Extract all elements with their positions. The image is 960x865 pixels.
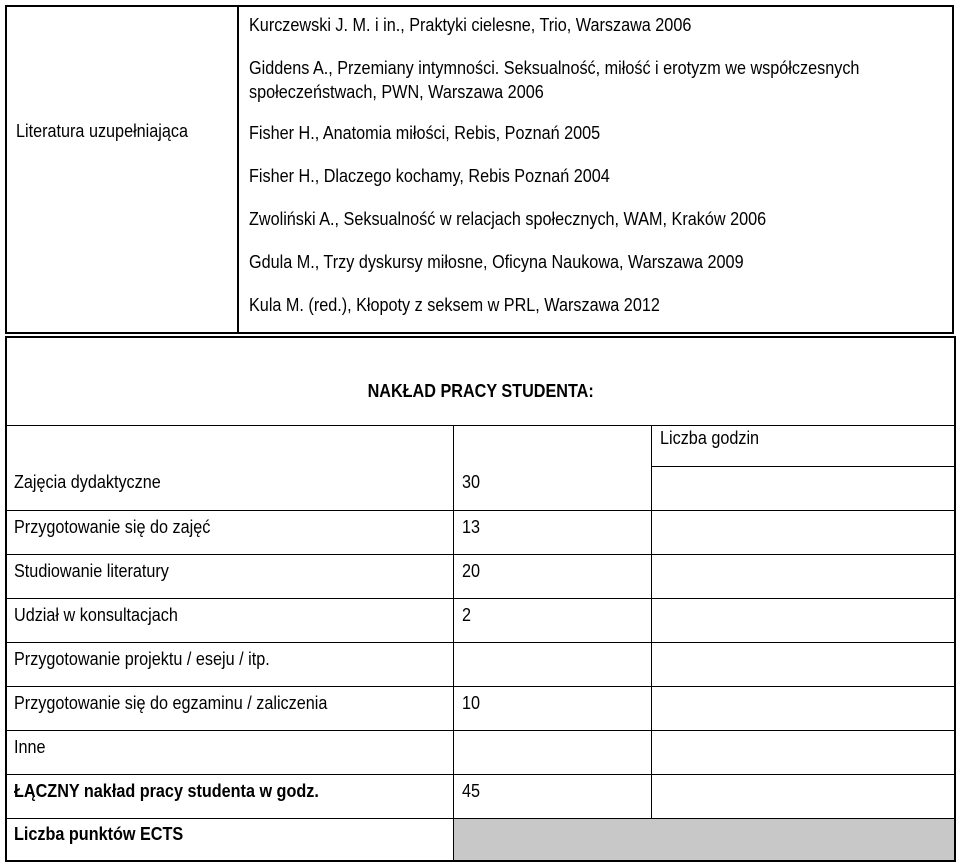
workload-header-empty xyxy=(6,425,453,466)
workload-row-value-cell xyxy=(453,510,651,554)
workload-row-label-cell xyxy=(6,730,453,774)
workload-row-empty xyxy=(651,774,955,818)
literature-entry: społeczeństwach, PWN, Warszawa 2006 xyxy=(249,82,544,102)
workload-row-empty xyxy=(651,510,955,554)
workload-row-label-cell xyxy=(6,466,453,510)
workload-row-empty xyxy=(651,554,955,598)
workload-row-value: 2 xyxy=(461,604,471,625)
literature-main-cell xyxy=(238,6,953,118)
literature-entry: Kurczewski J. M. i in., Praktyki cielesne, Trio, Warszawa 2006 xyxy=(249,15,692,35)
workload-total-value-cell xyxy=(453,774,651,818)
workload-row-label-cell xyxy=(6,510,453,554)
workload-row-label-cell xyxy=(6,554,453,598)
workload-row-label: Zajęcia dydaktyczne xyxy=(14,472,161,492)
workload-row-label-cell xyxy=(6,598,453,642)
workload-row-empty xyxy=(651,642,955,686)
workload-row-empty xyxy=(651,686,955,730)
workload-row-value-cell xyxy=(453,466,651,510)
literature-table xyxy=(5,5,954,334)
workload-title: NAKŁAD PRACY STUDENTA: xyxy=(367,381,594,401)
workload-row-value: 10 xyxy=(461,692,480,713)
supplementary-literature-cell xyxy=(238,118,953,333)
supplementary-entry: Fisher H., Dlaczego kochamy, Rebis Poznań 2004 xyxy=(249,166,610,186)
ects-label-cell xyxy=(6,818,453,861)
workload-total-label-cell xyxy=(6,774,453,818)
workload-row-value: 13 xyxy=(461,516,480,537)
workload-row-label: Udział w konsultacjach xyxy=(14,604,178,625)
workload-total-value: 45 xyxy=(461,780,480,801)
workload-row-empty xyxy=(651,598,955,642)
workload-row-value: 30 xyxy=(461,472,480,492)
workload-row-label: Inne xyxy=(14,736,46,757)
supplementary-entry: Kula M. (red.), Kłopoty z seksem w PRL, Warszawa 2012 xyxy=(249,295,660,315)
ects-label: Liczba punktów ECTS xyxy=(14,823,184,844)
workload-header-empty xyxy=(453,425,651,466)
workload-row-value: 20 xyxy=(461,560,480,581)
supplementary-entry: Gdula M., Trzy dyskursy miłosne, Oficyna Naukowa, Warszawa 2009 xyxy=(249,252,744,272)
workload-row-value-cell xyxy=(453,554,651,598)
supplementary-literature-label-cell xyxy=(6,118,238,333)
workload-row-label: Przygotowanie projektu / eseju / itp. xyxy=(14,648,270,669)
supplementary-entry: Zwoliński A., Seksualność w relacjach społecznych, WAM, Kraków 2006 xyxy=(249,209,767,229)
workload-row-empty xyxy=(651,466,955,510)
workload-row-label: Studiowanie literatury xyxy=(14,560,169,581)
workload-row-value-cell xyxy=(453,686,651,730)
workload-row-value-cell xyxy=(453,642,651,686)
workload-row-label-cell xyxy=(6,642,453,686)
workload-row-label: Przygotowanie się do egzaminu / zaliczenia xyxy=(14,692,328,713)
workload-row-label-cell xyxy=(6,686,453,730)
workload-row-label: Przygotowanie się do zajęć xyxy=(14,516,211,537)
workload-title-cell xyxy=(6,337,955,425)
workload-row-value-cell xyxy=(453,730,651,774)
ects-value-cell xyxy=(453,818,955,861)
supplementary-literature-label: Literatura uzupełniająca xyxy=(16,121,189,141)
supplementary-entry: Fisher H., Anatomia miłości, Rebis, Poznań 2005 xyxy=(249,123,601,143)
student-workload-table xyxy=(5,336,956,862)
literature-entry: Giddens A., Przemiany intymności. Seksualność, miłość i erotyzm we współczesnych xyxy=(249,58,860,78)
hours-header-cell xyxy=(651,425,955,466)
literature-label-cell-top xyxy=(6,6,238,118)
workload-row-value-cell xyxy=(453,598,651,642)
workload-total-label: ŁĄCZNY nakład pracy studenta w godz. xyxy=(14,780,319,801)
hours-header: Liczba godzin xyxy=(659,427,759,448)
workload-row-empty xyxy=(651,730,955,774)
